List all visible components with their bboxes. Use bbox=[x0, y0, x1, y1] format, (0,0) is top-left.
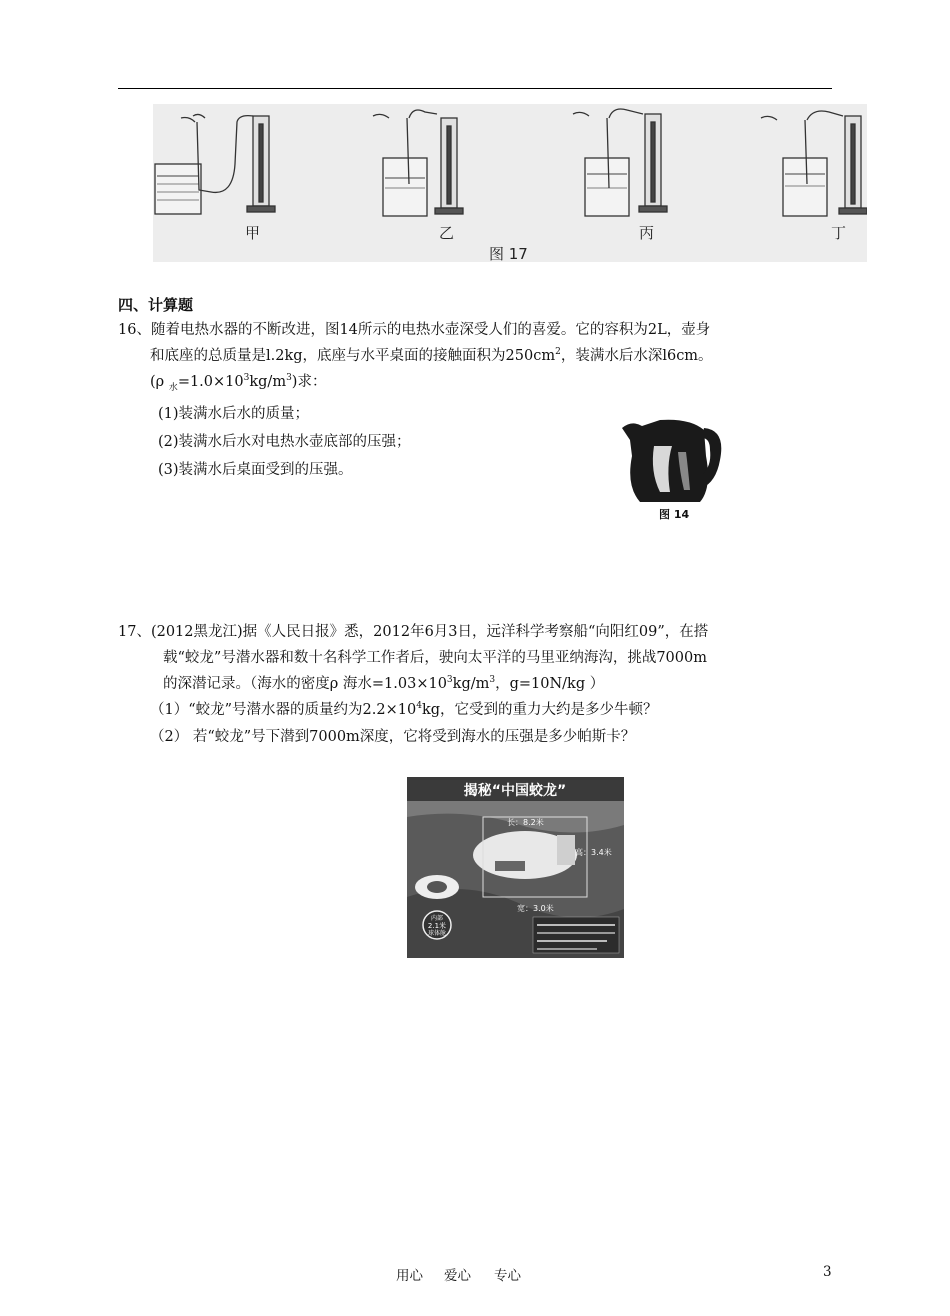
setup-ding bbox=[761, 111, 867, 216]
top-rule bbox=[118, 88, 832, 89]
q16-item-2: (2)装满水后水对电热水壶底部的压强； bbox=[158, 434, 411, 450]
q16-item-3: (3)装满水后桌面受到的压强。 bbox=[158, 462, 353, 478]
label-yi: 乙 bbox=[439, 224, 455, 242]
q17-item-2: （2） 若“蛟龙”号下潜到7000m深度，它将受到海水的压强是多少帕斯卡？ bbox=[150, 729, 636, 745]
q17-line-3: 的深潜记录。（海水的密度ρ 海水$=1.03\times 10^3kg/m^3$，g=10N/kg ） bbox=[163, 675, 605, 692]
dim-length: 长：8.2米 bbox=[507, 818, 544, 827]
label-bing: 丙 bbox=[639, 224, 655, 242]
q16-line-2: 和底座的总质量是l.2kg，底座与水平桌面的接触面积为$250cm^2$，装满水后水深l6cm。 bbox=[150, 347, 713, 364]
footer-motto-2: 爱心 bbox=[444, 1268, 471, 1284]
sphere-label-2: 2.1米 bbox=[427, 922, 447, 930]
q16-item-1: (1)装满水后水的质量； bbox=[158, 406, 310, 422]
sphere-label-1: 内部 bbox=[430, 915, 444, 922]
figure-17-caption: 图 17 bbox=[489, 245, 528, 262]
dim-height: 高：3.4米 bbox=[575, 848, 612, 857]
submersible-title: 揭秘“中国蛟龙” bbox=[463, 783, 567, 799]
q16-line-3: (ρ $_水=1.0\times 10^3kg/m^3$)求： bbox=[150, 373, 327, 393]
submersible-image bbox=[407, 777, 624, 958]
figure-17 bbox=[153, 104, 867, 262]
footer-motto-3: 专心 bbox=[494, 1268, 521, 1284]
setup-jia bbox=[155, 114, 275, 214]
label-ding: 丁 bbox=[831, 224, 847, 242]
sphere-label-3: 球体舱 bbox=[427, 930, 447, 937]
footer-motto-1: 用心 bbox=[396, 1268, 423, 1284]
q17-line-1: 17、(2012黑龙江)据《人民日报》悉，2012年6月3日，远洋科学考察船“向阳红09”，在搭 bbox=[118, 624, 709, 640]
label-jia: 甲 bbox=[245, 224, 261, 242]
setup-bing bbox=[573, 109, 667, 216]
q16-line-1: 16、随着电热水器的不断改进，图14所示的电热水壶深受人们的喜爱。它的容积为2L，壶身 bbox=[118, 322, 711, 338]
q17-item-1: （1）“蛟龙”号潜水器的质量约为$2.2\times 10^4kg$，它受到的重力大约是多少牛顿？ bbox=[150, 701, 658, 718]
q17-line-2: 载“蛟龙”号潜水器和数十名科学工作者后，驶向太平洋的马里亚纳海沟，挑战7000m bbox=[163, 650, 707, 666]
section-title: 四、计算题 bbox=[118, 296, 194, 314]
page-number: 3 bbox=[823, 1264, 832, 1280]
dim-width: 宽：3.0米 bbox=[517, 904, 554, 913]
setup-yi bbox=[373, 110, 463, 216]
figure-14-caption: 图 14 bbox=[659, 508, 690, 521]
